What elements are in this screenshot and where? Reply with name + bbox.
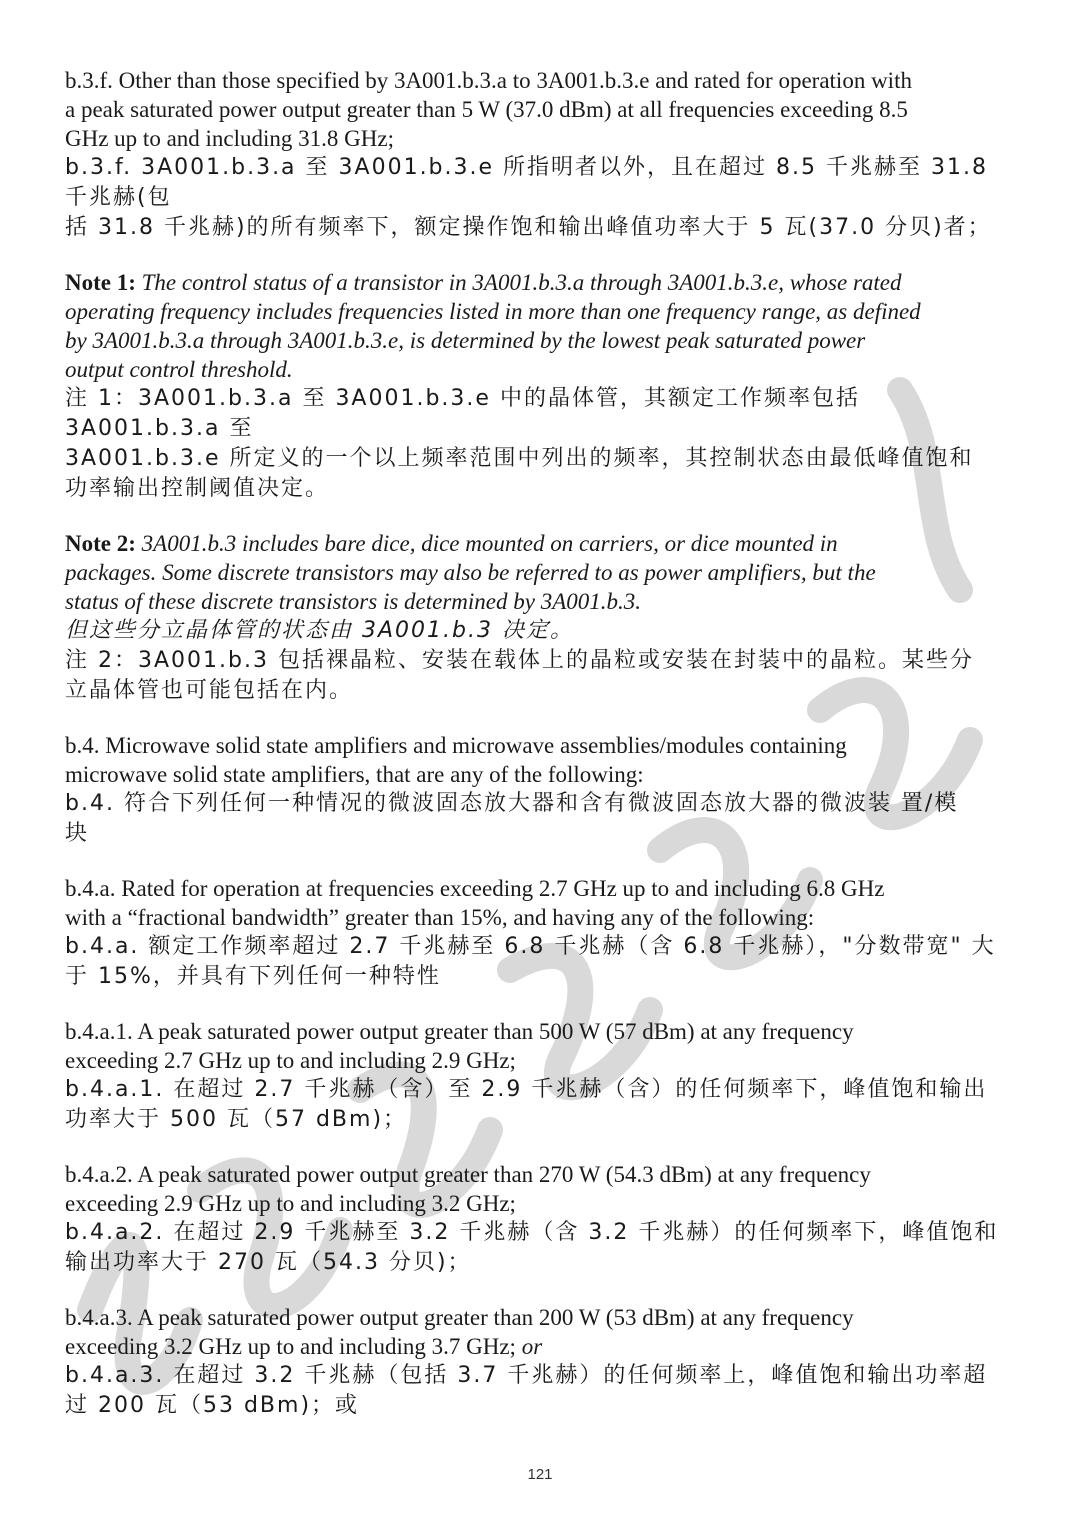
document-body xyxy=(65,66,1015,1446)
section-b3f xyxy=(65,66,1015,243)
chinese-text: b.4.a.2. 在超过 2.9 千兆赫至 3.2 千兆赫（含 3.2 千兆赫）的任何频率下，峰值饱和 输出功率大于 270 瓦（54.3 分贝)； xyxy=(65,1220,999,1275)
section-b4a xyxy=(65,874,1015,992)
chinese-text: b.3.f. 3A001.b.3.a 至 3A001.b.3.e 所指明者以外，且在超过 8.5 千兆赫至 31.8 千兆赫(包 括 31.8 千兆赫)的所有频率下，额定操作饱和输出峰值功率大于 5 瓦(37.0 分贝)者； xyxy=(65,155,992,240)
english-text xyxy=(65,529,1015,616)
section-b4a2 xyxy=(65,1160,1015,1278)
note-body: The control status of a transistor in 3A001.b.3.a through 3A001.b.3.e, whose rated operating frequency includes frequencies listed in more than one frequency range, as defined by 3A001.b.3.a through 3A001.b.3.e, is determined by the lowest peak saturated power output control threshold. xyxy=(65,270,921,382)
chinese-text: 注 2：3A001.b.3 包括裸晶粒、安装在载体上的晶粒或安装在封装中的晶粒。某些分 立晶体管也可能包括在内。 xyxy=(65,648,974,703)
chinese-italic-text: 但这些分立晶体管的状态由 3A001.b.3 决定。 xyxy=(65,618,574,643)
english-text: b.4.a.1. A peak saturated power output greater than 500 W (57 dBm) at any frequency exceeding 2.7 GHz up to and including 2.9 GHz; xyxy=(65,1019,854,1073)
chinese-text: 注 1：3A001.b.3.a 至 3A001.b.3.e 中的晶体管，其额定工作频率包括 3A001.b.3.a 至 3A001.b.3.e 所定义的一个以上频率范围中列出的频率，其控制状态由最低峰值饱和 功率输出控制阈值决定。 xyxy=(65,386,974,501)
note-body: 3A001.b.3 includes bare dice, dice mounted on carriers, or dice mounted in packages. Some discrete transistors may also be referred to as power amplifiers, but the status of these discrete transistors is determined by 3A001.b.3. xyxy=(65,531,876,614)
english-text: b.4.a. Rated for operation at frequencies exceeding 2.7 GHz up to and including 6.8 GHz with a “fractional bandwidth” greater than 15%, and having any of the following: xyxy=(65,876,885,930)
english-body: b.4.a.3. A peak saturated power output greater than 200 W (53 dBm) at any frequency exceeding 3.2 GHz up to and including 3.7 GHz; xyxy=(65,1305,854,1359)
chinese-text: b.4.a. 额定工作频率超过 2.7 千兆赫至 6.8 千兆赫（含 6.8 千兆赫），"分数带宽" 大 于 15%，并具有下列任何一种特性 xyxy=(65,934,996,989)
note-2 xyxy=(65,529,1015,706)
note-label: Note 1: xyxy=(65,270,142,295)
note-1 xyxy=(65,268,1015,504)
section-b4a3 xyxy=(65,1303,1015,1421)
section-b4a1 xyxy=(65,1017,1015,1135)
chinese-text: b.4. 符合下列任何一种情况的微波固态放大器和含有微波固态放大器的微波装 置/模 块 xyxy=(65,791,959,846)
english-text xyxy=(65,268,1015,384)
page-number: 121 xyxy=(527,1466,553,1483)
section-b4 xyxy=(65,731,1015,849)
english-text: b.4.a.2. A peak saturated power output greater than 270 W (54.3 dBm) at any frequency exceeding 2.9 GHz up to and including 3.2 GHz; xyxy=(65,1162,871,1216)
english-text: b.3.f. Other than those specified by 3A001.b.3.a to 3A001.b.3.e and rated for operation with a peak saturated power output greater than 5 W (37.0 dBm) at all frequencies exceeding 8.5 GHz up to and including 31.8 GHz; xyxy=(65,68,912,151)
note-label: Note 2: xyxy=(65,531,142,556)
chinese-text: b.4.a.1. 在超过 2.7 千兆赫（含）至 2.9 千兆赫（含）的任何频率下，峰值饱和输出 功率大于 500 瓦（57 dBm)； xyxy=(65,1077,988,1132)
english-text: b.4. Microwave solid state amplifiers and microwave assemblies/modules containing microwave solid state amplifiers, that are any of the following: xyxy=(65,733,847,787)
chinese-text: b.4.a.3. 在超过 3.2 千兆赫（包括 3.7 千兆赫）的任何频率上，峰值饱和输出功率超 过 200 瓦（53 dBm)；或 xyxy=(65,1363,988,1418)
english-text xyxy=(65,1303,1015,1361)
english-italic-tail: or xyxy=(521,1334,543,1359)
